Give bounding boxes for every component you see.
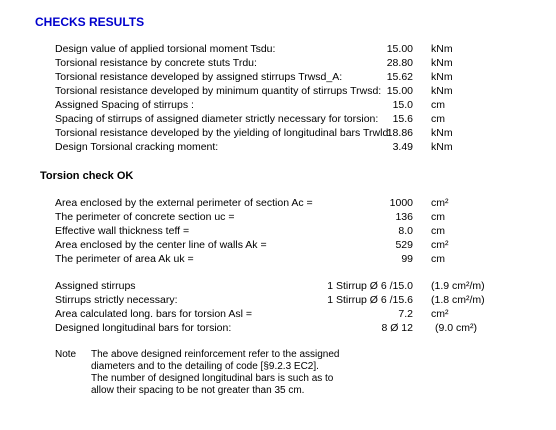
row-label: Design value of applied torsional moment Tsdu: bbox=[55, 43, 276, 55]
row-unit: kNm bbox=[431, 57, 453, 69]
row-label: Torsional resistance developed by assigned stirrups Trwsd_A: bbox=[55, 71, 343, 83]
note-line: The above designed reinforcement refer to the assigned bbox=[91, 349, 340, 360]
row-label: Area calculated long. bars for torsion Asl = bbox=[55, 308, 252, 320]
note-line: allow their spacing to be not greater than 35 cm. bbox=[91, 385, 305, 396]
row-label: Torsional resistance developed by the yielding of longitudinal bars Trwld: bbox=[55, 127, 392, 139]
row-unit: cm bbox=[431, 113, 445, 125]
note-label: Note bbox=[55, 349, 77, 360]
row-label: Assigned Spacing of stirrups : bbox=[55, 99, 194, 111]
row-unit: cm bbox=[431, 225, 445, 237]
row-label: Designed longitudinal bars for torsion: bbox=[55, 322, 232, 334]
row-label: Torsional resistance by concrete stuts Trdu: bbox=[55, 57, 257, 69]
note-line: The number of designed longitudinal bars is such as to bbox=[91, 373, 334, 384]
row-unit: kNm bbox=[431, 127, 453, 139]
row-unit: (1.9 cm²/m) bbox=[431, 280, 485, 292]
row-value: 529 bbox=[395, 239, 413, 251]
row-value: 15.00 bbox=[386, 85, 413, 97]
row-unit: (1.8 cm²/m) bbox=[431, 294, 485, 306]
row-unit: kNm bbox=[431, 85, 453, 97]
row-value: 15.0 bbox=[392, 99, 413, 111]
row-label: Torsional resistance developed by minimum quantity of stirrups Trwsd: bbox=[55, 85, 382, 97]
row-label: Spacing of stirrups of assigned diameter strictly necessary for torsion: bbox=[55, 113, 379, 125]
row-unit: cm² bbox=[431, 308, 449, 320]
note-line: diameters and to the detailing of code [§9.2.3 EC2]. bbox=[91, 361, 319, 372]
row-value: 15.6 bbox=[392, 113, 413, 125]
row-value: 8 Ø 12 bbox=[381, 322, 413, 334]
row-value: 18.86 bbox=[386, 127, 413, 139]
row-label: Stirrups strictly necessary: bbox=[55, 294, 178, 306]
row-value: 15.62 bbox=[386, 71, 413, 83]
row-unit: cm² bbox=[431, 197, 449, 209]
row-unit: cm² bbox=[431, 239, 449, 251]
row-unit: cm bbox=[431, 99, 445, 111]
row-unit: (9.0 cm²) bbox=[435, 322, 477, 334]
row-label: Assigned stirrups bbox=[55, 280, 136, 292]
row-value: 28.80 bbox=[386, 57, 413, 69]
row-label: Area enclosed by the center line of walls Ak = bbox=[55, 239, 267, 251]
row-unit: kNm bbox=[431, 71, 453, 83]
row-unit: kNm bbox=[431, 141, 453, 153]
row-value: 1000 bbox=[389, 197, 413, 209]
row-value: 15.00 bbox=[386, 43, 413, 55]
row-value: 7.2 bbox=[398, 308, 413, 320]
row-value: 1 Stirrup Ø 6 /15.0 bbox=[327, 280, 413, 292]
row-value: 3.49 bbox=[392, 141, 413, 153]
row-label: Effective wall thickness teff = bbox=[55, 225, 190, 237]
row-value: 8.0 bbox=[398, 225, 413, 237]
page-title: CHECKS RESULTS bbox=[35, 15, 145, 29]
row-value: 136 bbox=[395, 211, 413, 223]
row-label: Area enclosed by the external perimeter of section Ac = bbox=[55, 197, 313, 209]
row-label: The perimeter of area Ak uk = bbox=[55, 253, 194, 265]
row-label: The perimeter of concrete section uc = bbox=[55, 211, 235, 223]
row-unit: kNm bbox=[431, 43, 453, 55]
torsion-check-status: Torsion check OK bbox=[40, 170, 134, 182]
row-value: 99 bbox=[401, 253, 413, 265]
row-label: Design Torsional cracking moment: bbox=[55, 141, 219, 153]
row-unit: cm bbox=[431, 253, 445, 265]
row-unit: cm bbox=[431, 211, 445, 223]
row-value: 1 Stirrup Ø 6 /15.6 bbox=[327, 294, 413, 306]
